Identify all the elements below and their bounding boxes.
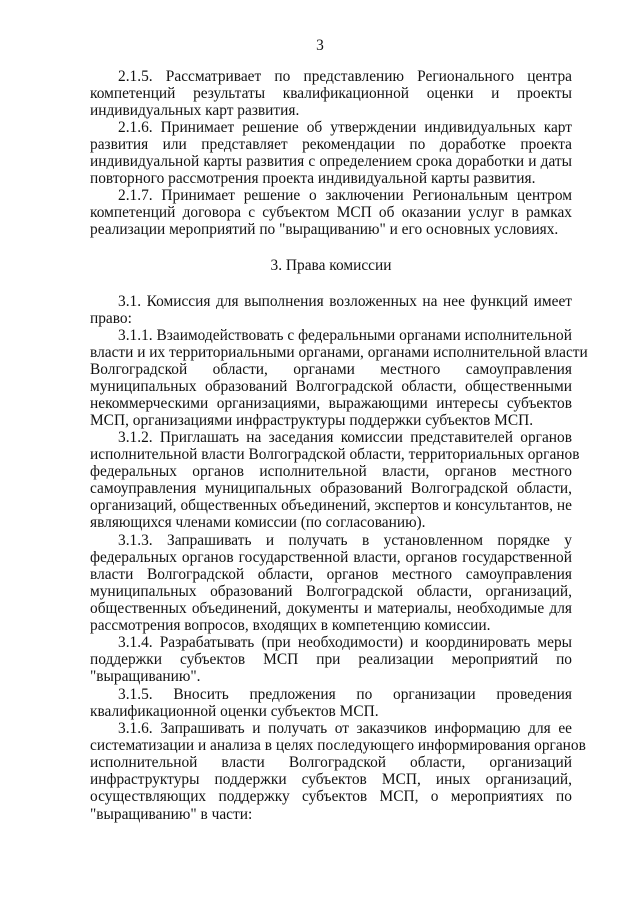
text-line: квалификационной оценки субъектов МСП.	[90, 703, 379, 720]
text-line: муниципальных образований Волгоградской области, общественными	[90, 378, 572, 395]
text-line: индивидуальной карты развития с определением срока доработки и даты	[90, 153, 572, 170]
text-line: исполнительной власти Волгоградской области, территориальных органов	[90, 446, 580, 463]
text-line: "выращиванию" в части:	[90, 806, 253, 823]
text-line: власти и их территориальными органами, органами исполнительной власти	[90, 344, 588, 361]
text-line: 2.1.7. Принимает решение о заключении Региональным центром	[118, 187, 572, 204]
text-line: общественных объединений, документы и материалы, необходимые для	[90, 600, 572, 617]
section-heading: 3. Права комиссии	[270, 257, 392, 274]
text-line: федеральных органов исполнительной власти, органов местного	[90, 463, 572, 480]
page-number: 3	[316, 37, 324, 54]
text-line: 2.1.6. Принимает решение об утверждении индивидуальных карт	[118, 119, 572, 136]
text-line: повторного рассмотрения проекта индивидуальной карты развития.	[90, 170, 536, 187]
text-line: 3.1.5. Вносить предложения по организации проведения	[118, 686, 572, 703]
text-line: 3.1.3. Запрашивать и получать в установленном порядке у	[118, 532, 572, 549]
text-line: муниципальных образований Волгоградской области, организаций,	[90, 583, 572, 600]
text-line: 3.1.1. Взаимодействовать с федеральными органами исполнительной	[118, 327, 572, 344]
text-line: 3.1. Комиссия для выполнения возложенных на нее функций имеет	[118, 293, 572, 310]
text-line: 2.1.5. Рассматривает по представлению Регионального центра	[118, 68, 572, 85]
text-line: МСП, организациями инфраструктуры поддержки субъектов МСП.	[90, 412, 534, 429]
text-line: самоуправления муниципальных образований Волгоградской области,	[90, 480, 572, 497]
text-line: исполнительной власти Волгоградской области, организаций	[90, 754, 572, 771]
text-line: реализации мероприятий по "выращиванию" и его основных условиях.	[90, 221, 559, 238]
text-line: Волгоградской области, органами местного самоуправления	[90, 361, 572, 378]
text-line: власти Волгоградской области, органов местного самоуправления	[90, 566, 572, 583]
text-line: компетенций результаты квалификационной оценки и проекты	[90, 85, 572, 102]
text-line: осуществляющих поддержку субъектов МСП, о мероприятиях по	[90, 788, 572, 805]
text-line: федеральных органов государственной власти, органов государственной	[90, 549, 572, 566]
text-line: организаций, общественных объединений, экспертов и консультантов, не	[90, 497, 572, 514]
text-line: развития или представляет рекомендации по доработке проекта	[90, 136, 572, 153]
text-line: рассмотрения вопросов, входящих в компетенцию комиссии.	[90, 617, 491, 634]
text-line: 3.1.2. Приглашать на заседания комиссии представителей органов	[118, 429, 572, 446]
text-line: некоммерческими организациями, выражающими интересы субъектов	[90, 395, 572, 412]
text-line: компетенций договора с субъектом МСП об оказании услуг в рамках	[90, 204, 572, 221]
text-line: являющихся членами комиссии (по согласованию).	[90, 514, 426, 531]
text-line: "выращиванию".	[90, 668, 201, 685]
text-line: 3.1.6. Запрашивать и получать от заказчиков информацию для ее	[118, 720, 572, 737]
text-line: 3.1.4. Разрабатывать (при необходимости) и координировать меры	[118, 634, 572, 651]
text-line: поддержки субъектов МСП при реализации мероприятий по	[90, 651, 572, 668]
text-line: систематизации и анализа в целях последующего информирования органов	[90, 737, 586, 754]
text-line: право:	[90, 310, 132, 327]
text-line: индивидуальных карт развития.	[90, 102, 300, 119]
text-line: инфраструктуры поддержки субъектов МСП, иных организаций,	[90, 771, 572, 788]
